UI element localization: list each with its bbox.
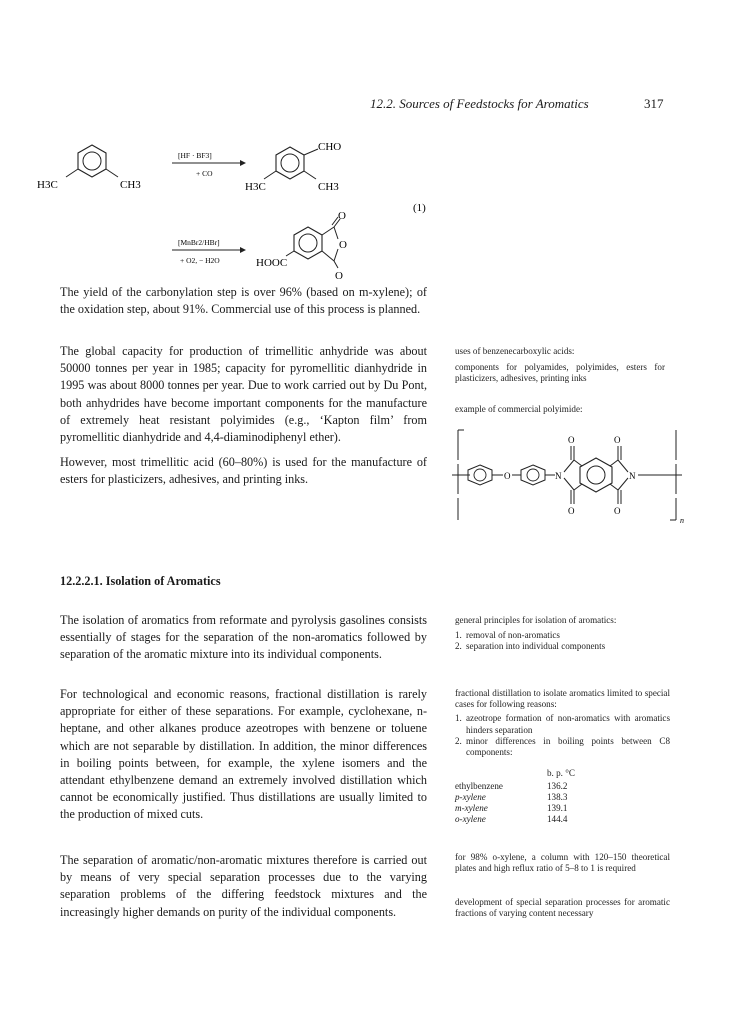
paragraph-yield: The yield of the carbonylation step is over 96% (based on m-xylene); of the oxidation step, about 91%. Commercial use of this process is planned. [60, 285, 427, 317]
polyimide-o-2: O [614, 435, 621, 445]
paragraph-separation: The separation of aromatic/non-aromatic mixtures therefore is carried out by means of very special separation processes due to the varying separation problems of the differing feedstock mixtures and the increasingly higher demands on purity of the individual components. [60, 853, 427, 919]
anhydride-o-ring: O [339, 239, 347, 251]
polyimide-n-right: N [629, 471, 636, 481]
sidebar-distillation [455, 688, 670, 758]
isolation-heading: general principles for isolation of aromatics: [455, 615, 617, 625]
reagent1-bottom: + CO [196, 169, 213, 178]
product-left-group: H3C [245, 181, 266, 193]
table-row: p-xylene 138.3 [455, 792, 568, 802]
page-number: 317 [644, 96, 664, 111]
distill-heading: fractional distillation to isolate aromatics limited to special cases for following reasons: [455, 688, 670, 710]
bp-header: b. p. °C [547, 768, 575, 778]
uses-heading: uses of benzenecarboxylic acids: [455, 346, 575, 356]
polyimide-structure [448, 420, 688, 530]
reagent2-top: [MnBr2/HBr] [178, 238, 220, 247]
uses-text: components for polyamides, polyimides, esters for plasticizers, adhesives, printing inks [455, 362, 665, 384]
paragraph-trimellitic-use: However, most trimellitic acid (60–80%) is used for the manufacture of esters for plasticizers, adhesives, and printing inks. [60, 455, 427, 487]
running-header-title: 12.2. Sources of Feedstocks for Aromatics [370, 96, 589, 111]
reagent2-bottom: + O2, − H2O [180, 256, 220, 265]
table-row: m-xylene 139.1 [455, 803, 568, 813]
oxidation-arrow [172, 238, 246, 265]
product-top-group: CHO [318, 141, 342, 153]
sidebar-uses [455, 346, 665, 385]
polyimide-subscript-n: n [680, 516, 684, 525]
polyimide-o-3: O [568, 506, 575, 516]
table-row: ethylbenzene 136.2 [455, 781, 568, 791]
start-right-group: CH3 [120, 179, 141, 191]
table-row: o-xylene 144.4 [455, 814, 568, 824]
polyimide-o-1: O [568, 435, 575, 445]
paragraph-distillation: For technological and economic reasons, fractional distillation is rarely appropriate for either of these separations. For example, cyclohexane, n-heptane, and other alkanes produce azeotropes with benzene or toluene which are not separable by distillation. In addition, the minor differences in boiling points between, for example, the xylene isomers and the attendant ethylbenzene demand an extremely involved distillation which cannot be economically justified. Thus distillations are usually limited to the production of mixed cuts. [60, 687, 427, 822]
product-right-group: CH3 [318, 181, 339, 193]
paragraph-capacity: The global capacity for production of trimellitic anhydride was about 50000 tonnes per year in 1985; capacity for pyromellitic dianhydride in 1995 was about 8000 tonnes per year. Due to work carried out by Du Pont, both anhydrides have become important components for the manufacture of extremely heat resistant polyimides (e.g., ‘Kapton film’ from pyromellitic dianhydride and 4,4-diaminodiphenyl ether). [60, 344, 427, 445]
paragraph-isolation: The isolation of aromatics from reformate and pyrolysis gasolines consists essentially of stages for the separation of the non-aromatics followed by separation of the aromatic mixture into its individual components. [60, 613, 427, 662]
reaction-scheme [0, 135, 450, 282]
polyimide-n-left: N [555, 471, 562, 481]
equation-label: (1) [413, 202, 426, 214]
polyimide-ether-o: O [504, 471, 511, 481]
sidebar-column-note: for 98% o-xylene, a column with 120–150 theoretical plates and high reflux ratio of 5–8 to 1 is required [455, 852, 670, 874]
isolation-item: 2. separation into individual components [455, 641, 606, 652]
distill-item: 1. azeotrope formation of non-aromatics with aromatics hinders separation [455, 713, 670, 735]
polyimide-heading: example of commercial polyimide: [455, 404, 583, 414]
polyimide-o-4: O [614, 506, 621, 516]
anhydride-o-bottom: O [335, 270, 343, 282]
carbonylation-arrow [172, 151, 246, 178]
trimellitic-anhydride-structure [256, 210, 347, 282]
m-xylene-structure [37, 145, 141, 191]
aldehyde-structure [245, 141, 341, 193]
distill-item: 2. minor differences in boiling points between C8 components: [455, 735, 670, 758]
reagent1-top: [HF · BF3] [178, 151, 212, 160]
anhydride-acid-group: HOOC [256, 257, 288, 269]
boiling-point-table [455, 781, 567, 825]
start-left-group: H3C [37, 179, 58, 191]
anhydride-o-top: O [338, 210, 346, 222]
sidebar-isolation-principles [455, 615, 670, 653]
sidebar-development-note: development of special separation processes for aromatic fractions of varying content necessary [455, 897, 670, 919]
isolation-item: 1. removal of non-aromatics [455, 630, 560, 641]
section-heading: 12.2.2.1. Isolation of Aromatics [60, 574, 221, 588]
